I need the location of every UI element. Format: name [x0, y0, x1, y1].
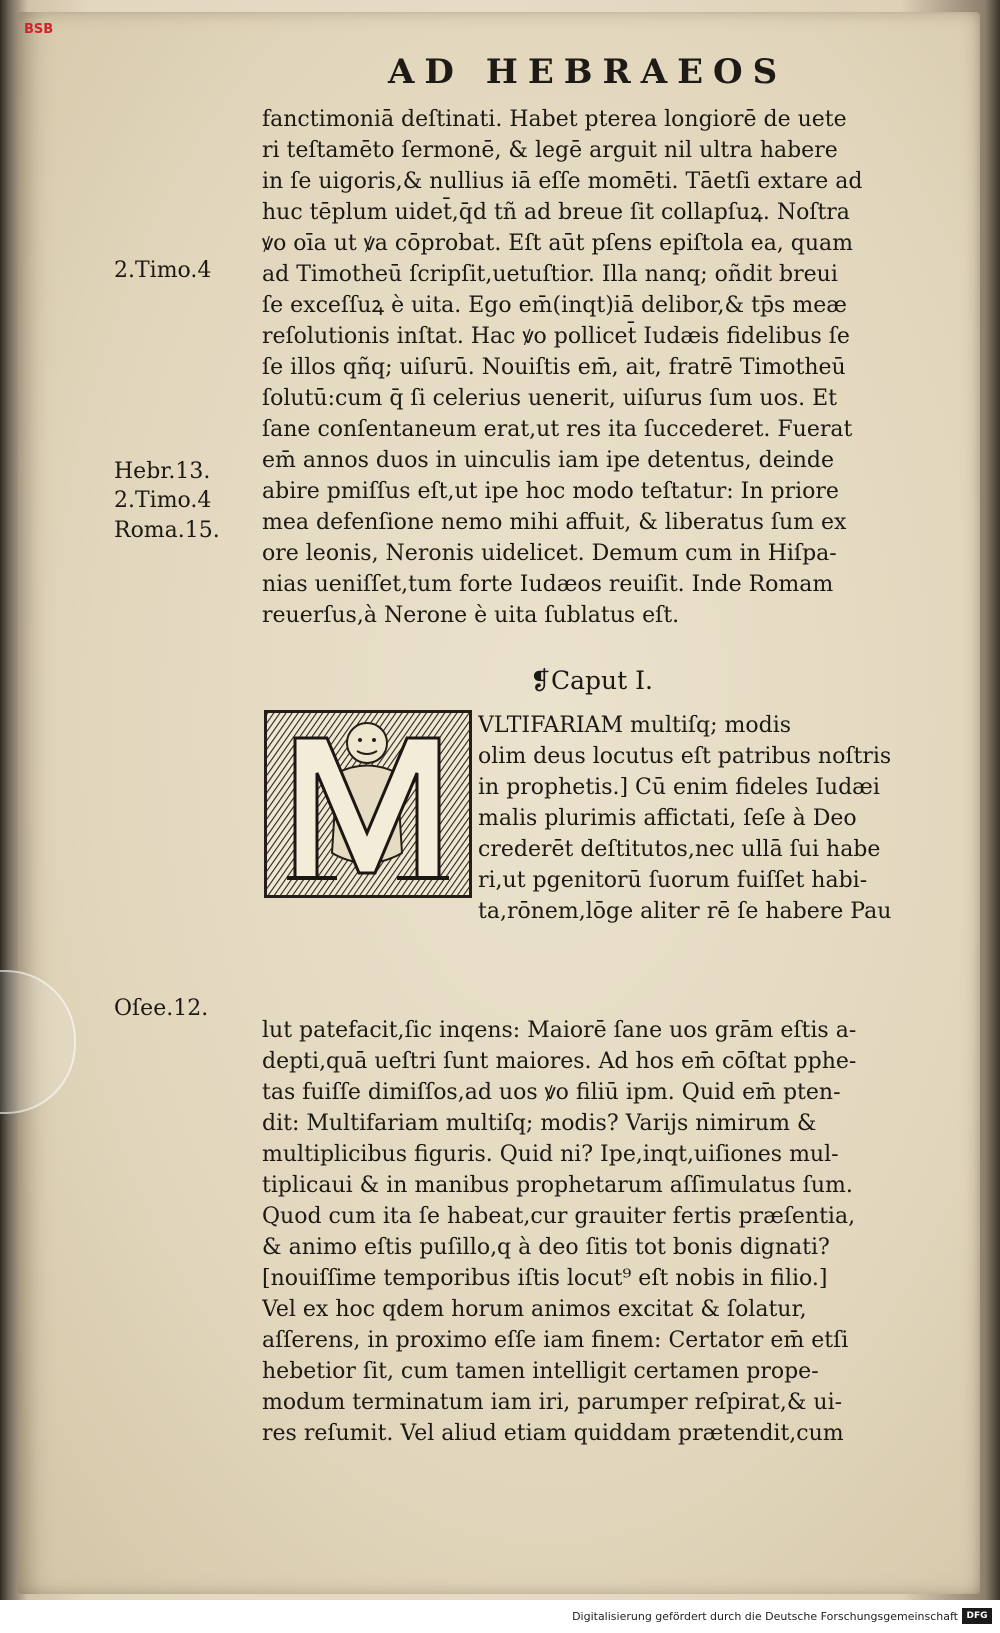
margin-note: Oſee.12. — [114, 996, 209, 1021]
body-text-block-bottom — [262, 1015, 952, 1449]
decorated-initial — [264, 710, 472, 898]
text-line: nias ueniſſet,tum forte Iudæos reuiſit. Inde Romam — [262, 572, 834, 597]
text-line: depti,quā ueſtri ſunt maiores. Ad hos em̄ cōſtat pphe- — [262, 1049, 857, 1074]
text-line: & animo eſtis puſillo,q à deo ſitis tot bonis dignati? — [262, 1235, 830, 1260]
text-line: ſe exceſſuꝝ è uita. Ego em̄(inqt)iā delibor,& tp̄s meæ — [262, 293, 847, 318]
text-line: modum terminatum iam iri, parumper reſpirat,& ui- — [262, 1390, 843, 1415]
text-line: ad Timotheū ſcripſit,uetuſtior. Illa nanq; oñdit breui — [262, 262, 838, 287]
text-line: abire pmiſſus eſt,ut ipe hoc modo teſtatur: In priore — [262, 479, 839, 504]
pilcrow-icon: ❡ — [530, 666, 551, 695]
text-beside-initial — [478, 710, 958, 927]
text-line: Vel ex hoc qdem horum animos excitat & ſolatur, — [262, 1297, 807, 1322]
text-line: ſane conſentaneum erat,ut res ita ſuccederet. Fuerat — [262, 417, 853, 442]
text-line: mea defenſione nemo mihi affuit, & liberatus ſum ex — [262, 510, 847, 535]
woodcut-initial-icon — [267, 713, 469, 895]
text-line: reuerſus,à Nerone è uita ſublatus eſt. — [262, 603, 680, 628]
text-line: fanctimoniā deſtinati. Habet pterea longiorē de uete — [262, 107, 847, 132]
running-head: AD HEBRAEOS — [388, 52, 788, 92]
text-line: tas fuiſſe dimiſſos,ad uos ꝟo filiū ipm. Quid em̄ pten- — [262, 1080, 841, 1105]
text-line: ri teſtamēto ſermonē, & legē arguit nil ultra habere — [262, 138, 838, 163]
text-line: [nouiſſime temporibus iſtis locut⁹ eſt nobis in filio.] — [262, 1266, 828, 1291]
body-text-block-top — [262, 104, 952, 631]
text-line: in ſe uigoris,& nullius iā eſſe momēti. Tāetſi extare ad — [262, 169, 863, 194]
text-line: ꝟo oīa ut ꝟa cōprobat. Eſt aūt pſens epiſtola ea, quam — [262, 231, 854, 256]
margin-note: Hebr.13. — [114, 459, 211, 484]
chapter-heading-text: Caput I. — [550, 666, 653, 695]
library-stamp: BSB — [24, 22, 54, 37]
text-line: tiplicaui & in manibus prophetarum aſſimulatus ſum. — [262, 1173, 853, 1198]
footer-credit: Digitalisierung gefördert durch die Deutsche Forschungsgemeinschaft — [572, 1610, 958, 1623]
text-line: aſſerens, in proximo eſſe iam finem: Certator em̄ etſi — [262, 1328, 849, 1353]
text-line: em̄ annos duos in uinculis iam ipe detentus, deinde — [262, 448, 835, 473]
text-line: in prophetis.] Cū enim fideles Iudæi — [478, 775, 880, 800]
text-line: ta,rōnem,lōge aliter rē ſe habere Pau — [478, 899, 892, 924]
text-line: huc tēplum uidet̄,q̄d tñ ad breue ſit collapſuꝝ. Noſtra — [262, 200, 850, 225]
dfg-logo: DFG — [962, 1608, 992, 1624]
text-line: ſe illos qñq; uiſurū. Nouiſtis em̄, ait, fratrē Timotheū — [262, 355, 846, 380]
text-line: hebetior ſit, cum tamen intelligit certamen prope- — [262, 1359, 819, 1384]
text-line: reſolutionis inſtat. Hac ꝟo pollicet̄ Iudæis fidelibus ſe — [262, 324, 850, 349]
text-line: ore leonis, Neronis uidelicet. Demum cum in Hiſpa- — [262, 541, 837, 566]
text-line: ri,ut pgenitorū ſuorum fuiſſet habi- — [478, 868, 868, 893]
text-line: multiplicibus figuris. Quid ni? Ipe,inqt,uiſiones mul- — [262, 1142, 839, 1167]
text-line: res reſumit. Vel aliud etiam quiddam prætendit,cum — [262, 1421, 844, 1446]
text-line: lut patefacit,ſic inqens: Maiorē ſane uos grām eſtis a- — [262, 1018, 857, 1043]
text-line: crederēt deſtitutos,nec ullā ſui habe — [478, 837, 881, 862]
text-line: dit: Multifariam multiſq; modis? Varijs nimirum & — [262, 1111, 817, 1136]
margin-note: Roma.15. — [114, 518, 220, 543]
margin-note: 2.Timo.4 — [114, 488, 212, 513]
book-page — [18, 12, 980, 1594]
text-line: VLTIFARIAM multiſq; modis — [478, 713, 792, 738]
margin-note: 2.Timo.4 — [114, 258, 212, 283]
digitization-footer — [0, 1600, 1000, 1633]
chapter-heading — [530, 666, 653, 695]
text-line: ſolutū:cum q̄ ſi celerius uenerit, uiſurus ſum uos. Et — [262, 386, 838, 411]
text-line: Quod cum ita ſe habeat,cur grauiter fertis præſentia, — [262, 1204, 856, 1229]
text-line: olim deus locutus eſt patribus noſtris — [478, 744, 892, 769]
text-line: malis plurimis affictati, ſeſe à Deo — [478, 806, 857, 831]
